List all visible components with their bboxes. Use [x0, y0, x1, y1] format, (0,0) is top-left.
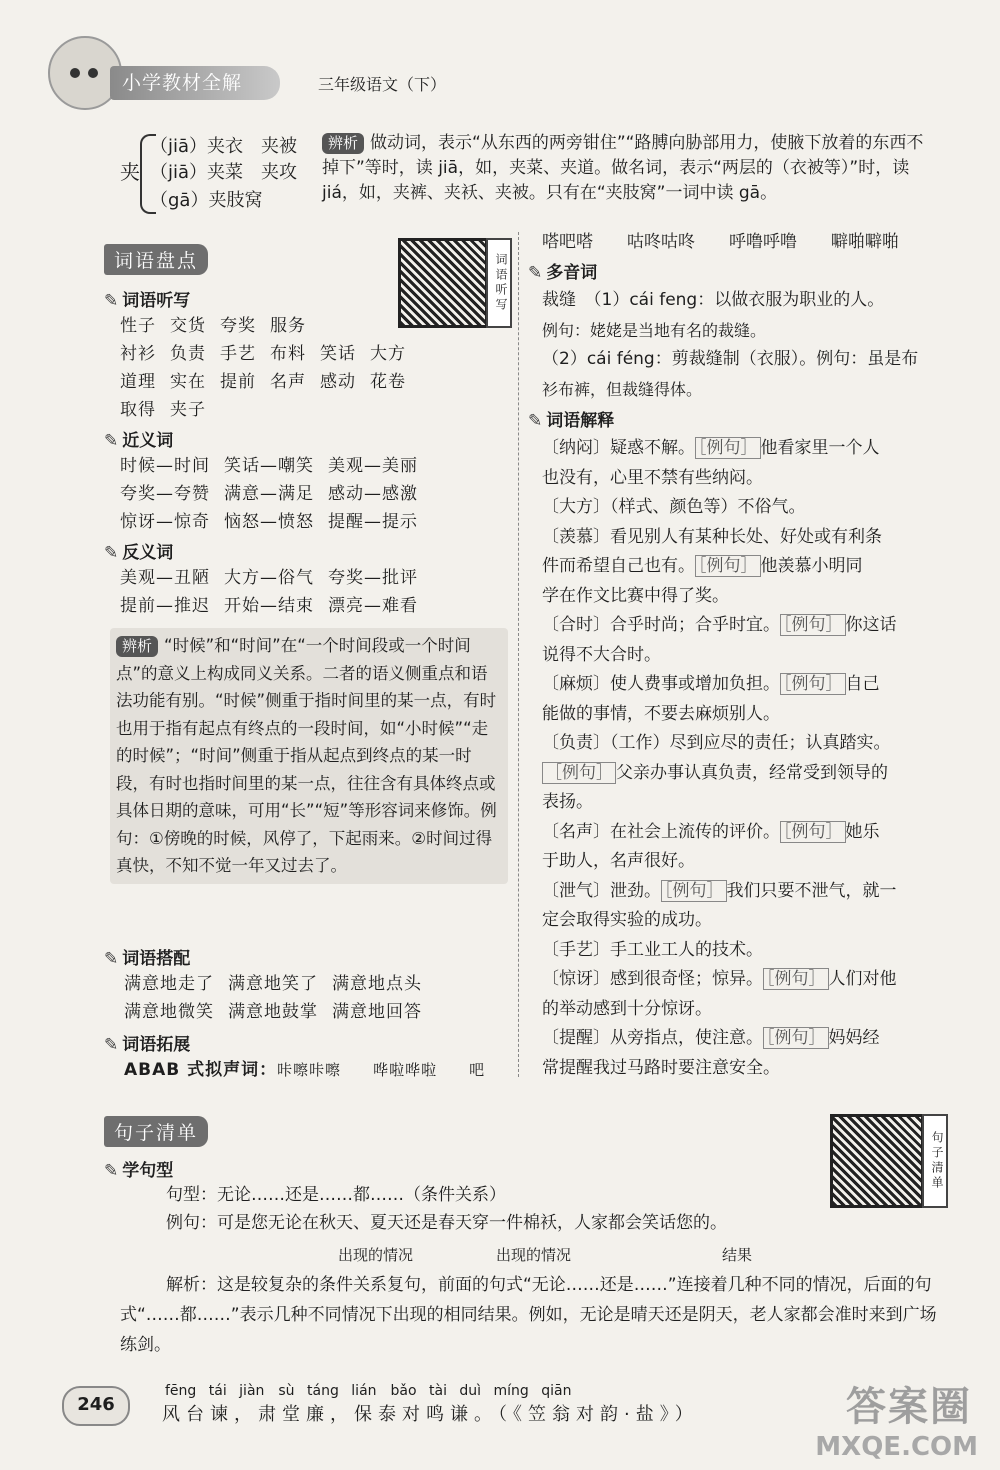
sentence-section-title: 句子清单: [104, 1116, 208, 1147]
poem-line: 风台谏，肃堂廉，保泰对鸣谦。（《笠翁对韵·盐》）: [162, 1404, 699, 1425]
mascot-eye: [70, 68, 80, 78]
pen-icon: ✎: [104, 1035, 119, 1055]
polyphone-line: （jiā）夹衣 夹被: [150, 136, 298, 157]
pen-icon: ✎: [528, 263, 543, 283]
pen-icon: ✎: [104, 291, 119, 311]
jieshi-line: 〔泄气〕泄劲。 ［例句］ 我们只要不泄气，就一: [542, 880, 897, 901]
pen-icon: ✎: [104, 949, 119, 969]
jieshi-line: 〔纳闷〕疑惑不解。 ［例句］ 他看家里一个人: [542, 438, 880, 458]
subject-title: 三年级语文（下）: [318, 75, 447, 94]
sub-title-fanyi: ✎ 反义词: [104, 543, 174, 563]
jieshi-line: 〔负责〕（工作）尽到应尽的责任；认真踏实。: [542, 733, 891, 753]
vocab-section-title: 词语盘点: [104, 244, 208, 275]
jieshi-line: 〔名声〕在社会上流传的评价。 ［例句］ 她乐: [542, 821, 880, 842]
qr-label: 词语听写: [486, 238, 512, 328]
sentence-pattern: 句型：无论……还是……都……（条件关系）: [166, 1185, 506, 1205]
jieshi-line: 〔麻烦〕使人费事或增加负担。 ［例句］ 自己: [542, 674, 880, 694]
sub-title-jieshi: ✎ 词语解释: [528, 411, 615, 431]
jieshi-line: 说得不大合时。: [542, 644, 661, 665]
sub-title-tingxie: ✎ 词语听写: [104, 291, 191, 311]
series-title: 小学教材全解: [110, 66, 280, 100]
page-number: 246: [62, 1386, 130, 1426]
jieshi-line: 定会取得实验的成功。: [542, 910, 712, 930]
polyphone-line: （gā）夹肢窝: [150, 190, 263, 211]
jieshi-line: 常提醒我过马路时要注意安全。: [542, 1057, 780, 1078]
column-divider: [518, 232, 519, 1077]
mascot-eye: [88, 68, 98, 78]
time-analysis-text: “时候”和“时间”在“一个时间段或一个时间点”的意义上构成同义关系。二者的语义侧重点和语法功能有别。“时候”侧重于指时间里的某一点，有时也用于指有起点有终点的一段时间，如“小时候”“走的时候”；“时间”侧重于指从起点到终点的某一时段，有时也指时间里的某一点，往往含有具体终点或具体日期的意味，可用“长”“短”等形容词来修饰。例句：①傍晚的时候，风停了，下起雨来。②时间过得真快，不知不觉一年又过去了。: [116, 636, 497, 875]
sub-title-tuozhan: ✎ 词语拓展: [104, 1035, 191, 1055]
pen-icon: ✎: [104, 1161, 119, 1181]
poem-pinyin: fēng tái jiàn sù táng lián bǎo tài duì míng qiān: [165, 1383, 572, 1399]
tingxie-words: 性子 交货 夸奖 服务 衬衫 负责 手艺 布料 笑话 大方 道理 实在 提前 名声 感动 花卷 取得 夹子: [120, 316, 406, 420]
watermark-url: MXQE.COM: [815, 1432, 978, 1462]
onomatopoeia-cont: 嗒吧嗒 咕咚咕咚 呼噜呼噜 噼啪噼啪: [542, 232, 899, 252]
jieshi-line: 〔合时〕合乎时尚；合乎时宜。 ［例句］ 你这话: [542, 615, 897, 635]
dapei-words: 满意地走了 满意地笑了 满意地点头 满意地微笑 满意地鼓掌 满意地回答: [124, 974, 422, 1022]
qr-code: [830, 1114, 924, 1208]
polyphone-line: （jiā）夹菜 夹攻: [150, 162, 298, 183]
polyphone-char: 夹: [120, 160, 140, 184]
analysis-badge: 辨析: [322, 133, 364, 154]
pen-icon: ✎: [104, 543, 119, 563]
jieshi-line: 〔手艺〕手工业工人的技术。: [542, 939, 763, 960]
pen-icon: ✎: [104, 431, 119, 451]
jieshi-line: 〔大方〕（样式、颜色等）不俗气。: [542, 497, 806, 517]
jieshi-line: 件而希望自己也有。 ［例句］ 他羡慕小明同: [542, 556, 863, 576]
pen-icon: ✎: [528, 411, 543, 431]
jieshi-line: 〔惊讶〕感到很奇怪；惊异。 ［例句］ 人们对他: [542, 969, 897, 989]
jieshi-line: 学在作文比赛中得了奖。: [542, 585, 729, 606]
jieshi-line: ［例句］ 父亲办事认真负责，经常受到领导的: [542, 759, 952, 789]
jieshi-line: 的举动感到十分惊讶。: [542, 998, 712, 1019]
sub-title-duoyin: ✎ 多音词: [528, 263, 598, 283]
analysis-badge: 辨析: [116, 636, 158, 657]
tuozhan-line: ABAB 式拟声词：咔嚓咔嚓 哗啦哗啦 吧: [124, 1060, 486, 1080]
jieshi-line: 〔羡慕〕看见别人有某种长处、好处或有利条: [542, 526, 882, 547]
polyphone-note-text: 做动词，表示“从东西的两旁钳住”“路膊向胁部用力，使腋下放着的东西不掉下”等时，读 jiā，如，夹菜、夹道。做名词，表示“两层的（衣被等）”时，读 jiá，如，夹裤、夹袄、夹被。只有在“夹肢窝”一词中读 gā。: [322, 133, 924, 203]
sentence-analysis: 解析：这是较复杂的条件关系复句，前面的句式“无论……还是……”连接着几种不同的情况，后面的句式“……都……”表示几种不同情况下出现的相同结果。例如，无论是晴天还是阴天，老人家都会准时来到广场练剑。: [120, 1275, 937, 1355]
jieshi-line: 〔提醒〕从旁指点，使注意。 ［例句］ 妈妈经: [542, 1028, 880, 1048]
fanyi-words: 美观—丑陋 大方—俗气 夸奖—批评 提前—推迟 开始—结束 漂亮—难看: [120, 568, 418, 616]
jieshi-line: 能做的事情，不要去麻烦别人。: [542, 703, 780, 724]
polyphone-note: [322, 131, 940, 206]
qr-label: 句子清单: [922, 1114, 948, 1208]
jieshi-line: 也没有，心里不禁有些纳闷。: [542, 467, 763, 488]
time-analysis-note: [110, 628, 508, 884]
under-label: 出现的情况: [338, 1246, 414, 1264]
sub-title-dapei: ✎ 词语搭配: [104, 949, 191, 969]
sentence-example: 例句：可是您无论在秋天、夏天还是春天穿一件棉袄，人家都会笑话您的。: [166, 1213, 727, 1233]
jieshi-line: 于助人，名声很好。: [542, 851, 695, 871]
sub-title-jinyi: ✎ 近义词: [104, 431, 174, 451]
jieshi-line: 表扬。: [542, 792, 593, 812]
sub-title-xuejuxing: ✎ 学句型: [104, 1161, 174, 1181]
under-label: 出现的情况: [496, 1246, 572, 1264]
watermark-logo: 答案圈: [846, 1384, 972, 1430]
under-label: 结果: [722, 1246, 753, 1264]
jinyi-words: 时候—时间 笑话—嘲笑 美观—美丽 夸奖—夸赞 满意—满足 感动—感激 惊讶—惊奇 恼怒—愤怒 提醒—提示: [120, 456, 418, 532]
duoyin-block: 裁缝 （1）cái feng：以做衣服为职业的人。 例句：姥姥是当地有名的裁缝。 （2）cái féng：剪裁缝制（衣服）。例句：虽是布 衫布裤，但裁缝得体。: [542, 290, 919, 399]
jieshi-block: [542, 434, 952, 1083]
